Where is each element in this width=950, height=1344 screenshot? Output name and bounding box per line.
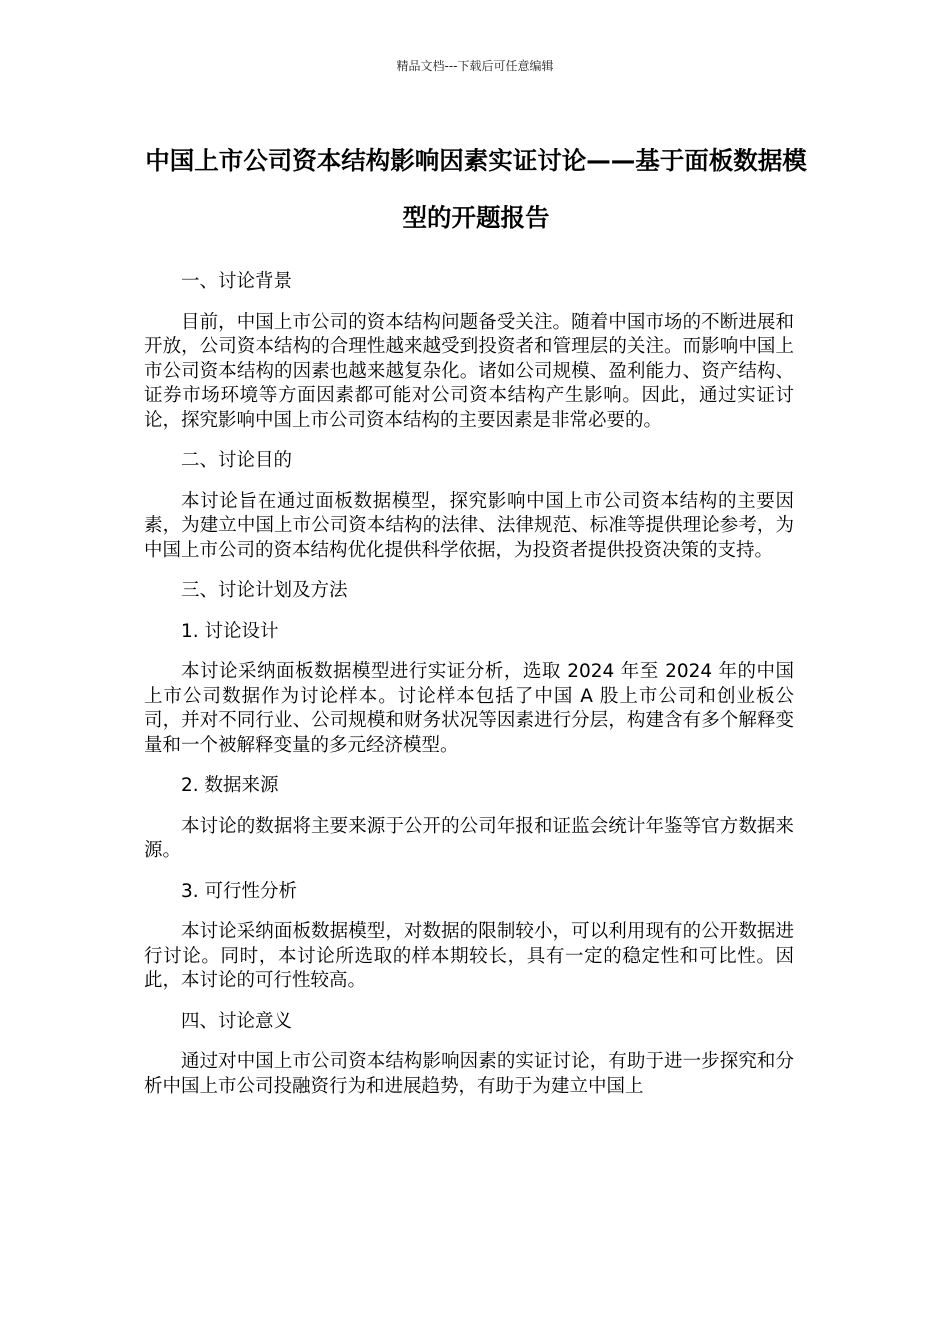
section-heading: 三、讨论计划及方法 bbox=[181, 580, 348, 601]
paragraph: 本讨论采纳面板数据模型，对数据的限制较小，可以利用现有的公开数据进行讨论。同时，本讨论所选取的样本期较长，具有一定的稳定性和可比性。因此，本讨论的可行性较高。 bbox=[144, 921, 794, 991]
paragraph: 本讨论旨在通过面板数据模型，探究影响中国上市公司资本结构的主要因素，为建立中国上市公司资本结构的法律、法律规范、标准等提供理论参考，为中国上市公司的资本结构优化提供科学依据，为投资者提供投资决策的支持。 bbox=[144, 490, 794, 561]
section-heading: 四、讨论意义 bbox=[181, 1010, 293, 1032]
section-heading: 二、讨论目的 bbox=[181, 450, 293, 471]
paragraph: 目前，中国上市公司的资本结构问题备受关注。随着中国市场的不断进展和开放，公司资本结构的合理性越来越受到投资者和管理层的关注。而影响中国上市公司资本结构的因素也越来越复杂化。诸如公司规模、盈利能力、资产结构、证券市场环境等方面因素都可能对公司资本结构产生影响。因此，通过实证讨论，探究影响中国上市公司资本结构的主要因素是非常必要的。 bbox=[144, 311, 794, 431]
paragraph: 通过对中国上市公司资本结构影响因素的实证讨论，有助于进一步探究和分析中国上市公司投融资行为和进展趋势，有助于为建立中国上 bbox=[144, 1051, 794, 1097]
paragraph: 本讨论采纳面板数据模型进行实证分析，选取 2024 年至 2024 年的中国上市公司数据作为讨论样本。讨论样本包括了中国 A 股上市公司和创业板公司，并对不同行业、公司规模和财务状况等因素进行分层，构建含有多个解释变量和一个被解释变量的多元经济模型。 bbox=[144, 661, 794, 756]
subsection-heading: 2. 数据来源 bbox=[181, 775, 279, 796]
document-body bbox=[144, 270, 794, 1099]
section-heading: 一、讨论背景 bbox=[181, 271, 293, 292]
subsection-heading: 3. 可行性分析 bbox=[181, 880, 298, 902]
subsection-heading: 1. 讨论设计 bbox=[181, 620, 279, 642]
document-title: 中国上市公司资本结构影响因素实证讨论——基于面板数据模型的开题报告 bbox=[145, 146, 807, 232]
paragraph: 本讨论的数据将主要来源于公开的公司年报和证监会统计年鉴等官方数据来源。 bbox=[144, 815, 794, 861]
page-header: 精品文档---下载后可任意编辑 bbox=[396, 59, 554, 73]
